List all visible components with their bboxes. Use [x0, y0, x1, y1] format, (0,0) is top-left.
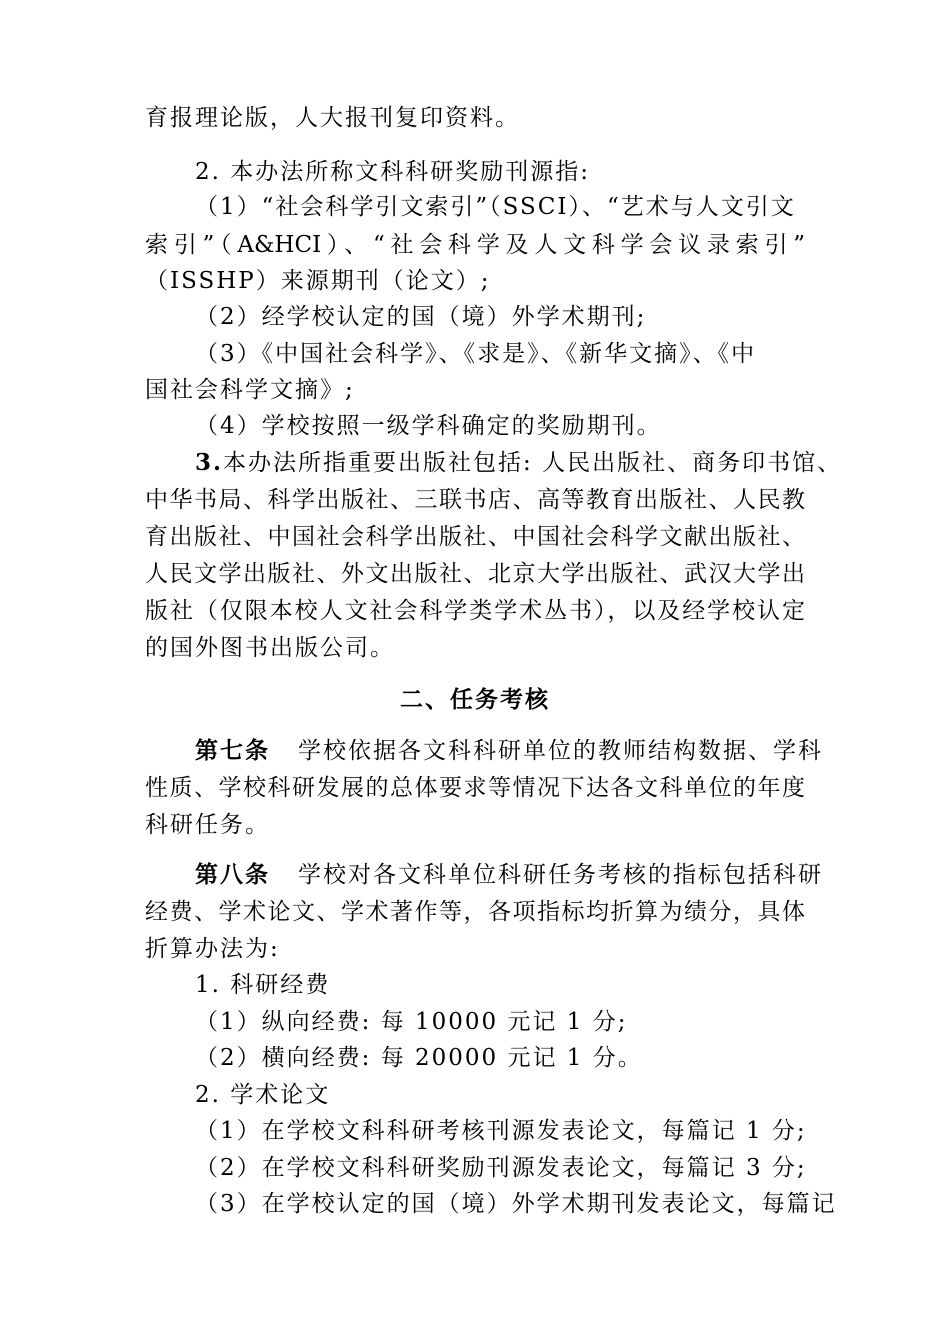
article-label: 第七条 — [195, 737, 270, 764]
text-line: （1）在学校文科科研考核刊源发表论文，每篇记 1 分; — [195, 1118, 807, 1144]
article-text: 学校依据各文科科研单位的教师结构数据、学科 — [298, 738, 823, 764]
text-line: （2）横向经费: 每 20000 元记 1 分。 — [195, 1045, 643, 1071]
text-line: （2）在学校文科科研奖励刊源发表论文，每篇记 3 分; — [195, 1155, 807, 1181]
text-line: （3）在学校认定的国（境）外学术期刊发表论文，每篇记 — [195, 1191, 837, 1217]
text-line: 人民文学出版社、外文出版社、北京大学出版社、武汉大学出 — [145, 561, 805, 587]
text-line — [195, 860, 823, 890]
text-line: 科研任务。 — [145, 812, 270, 838]
article-text: 学校对各文科单位科研任务考核的指标包括科研 — [298, 862, 823, 888]
text-line: 性质、学校科研发展的总体要求等情况下达各文科单位的年度 — [145, 775, 805, 801]
text-line: 育报理论版，人大报刊复印资料。 — [145, 105, 520, 131]
article-label: 第八条 — [195, 861, 270, 888]
text-line: 1. 科研经费 — [195, 972, 331, 998]
item-text: 本办法所指重要出版社包括: 人民出版社、商务印书馆、 — [223, 450, 843, 476]
text-line: 2. 本办法所称文科科研奖励刊源指: — [195, 159, 591, 185]
text-line — [195, 736, 823, 766]
text-line: （3）《中国社会科学》、《求是》、《新华文摘》、《中 — [195, 341, 757, 367]
text-line: 折算办法为: — [145, 936, 280, 962]
text-line: 中华书局、科学出版社、三联书店、高等教育出版社、人民教 — [145, 487, 805, 513]
text-line: （1）“社会科学引文索引”（SSCI）、“艺术与人文引文 — [195, 194, 796, 220]
text-line: 的国外图书出版公司。 — [145, 635, 395, 661]
item-number: 3. — [195, 449, 224, 476]
text-line: （4）学校按照一级学科确定的奖励期刊。 — [195, 413, 662, 439]
text-line: （1）纵向经费: 每 10000 元记 1 分; — [195, 1009, 628, 1035]
text-line: 国社会科学文摘》; — [145, 377, 355, 403]
text-line: 版社（仅限本校人文社会科学类学术丛书），以及经学校认定 — [145, 598, 805, 624]
text-line: 2. 学术论文 — [195, 1082, 331, 1108]
text-line — [195, 448, 842, 478]
text-line: 育出版社、中国社会科学出版社、中国社会科学文献出版社、 — [145, 524, 805, 550]
text-line: （ISSHP）来源期刊（论文）; — [145, 268, 491, 294]
text-line: （2）经学校认定的国（境）外学术期刊; — [195, 304, 647, 330]
text-line: 经费、学术论文、学术著作等，各项指标均折算为绩分，具体 — [145, 899, 805, 925]
text-line: 索引”（A&HCI）、“社会科学及人文科学会议录索引” — [145, 232, 805, 258]
section-heading: 二、任务考核 — [400, 686, 550, 713]
